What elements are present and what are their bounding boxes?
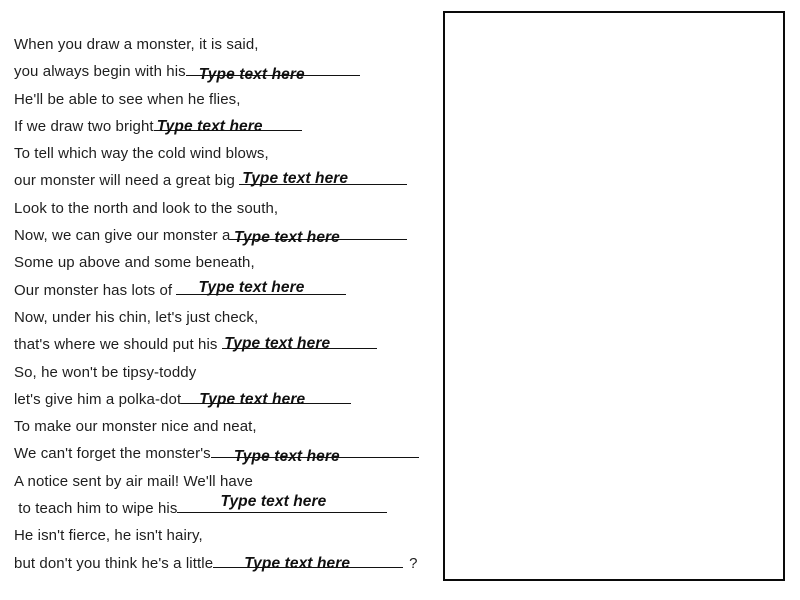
poem-line-text: our monster will need a great big	[14, 172, 240, 190]
poem-line	[14, 468, 419, 495]
poem-line	[14, 413, 419, 440]
poem-line	[14, 140, 419, 167]
poem-line	[14, 550, 419, 577]
poem-line-text: Now, under his chin, let's just check,	[14, 308, 259, 326]
poem-line-text: that's where we should put his	[14, 336, 222, 354]
poem-line	[14, 222, 419, 249]
poem-line	[14, 277, 419, 304]
poem-line-text: To make our monster nice and neat,	[14, 418, 257, 436]
fill-in-blank-field[interactable]	[222, 332, 377, 353]
fill-in-blank-field[interactable]	[177, 493, 387, 513]
poem-line-text: To tell which way the cold wind blows,	[14, 145, 269, 163]
poem-line	[14, 440, 419, 467]
poem-line-suffix: ?	[409, 554, 418, 572]
fill-in-blank-field[interactable]	[213, 551, 403, 572]
poem-line	[14, 359, 419, 386]
poem-line	[14, 58, 419, 85]
type-text-placeholder: Type text here	[198, 66, 305, 84]
poem-line-text: Look to the north and look to the south,	[14, 199, 279, 217]
fill-in-blank-field[interactable]	[211, 441, 419, 466]
type-text-placeholder: Type text here	[233, 448, 340, 466]
type-text-placeholder: Type text here	[242, 170, 349, 188]
poem-line-text: Our monster has lots of	[14, 281, 177, 299]
type-text-placeholder: Type text here	[199, 390, 306, 408]
poem-line-text: So, he won't be tipsy-toddy	[14, 363, 197, 381]
monster-drawing-area[interactable]	[443, 11, 785, 581]
poem-line-text: We can't forget the monster's	[14, 445, 211, 463]
poem-text-column	[14, 31, 419, 577]
poem-line	[14, 495, 419, 522]
type-text-placeholder: Type text here	[156, 117, 263, 135]
fill-in-blank-field[interactable]	[154, 114, 302, 135]
poem-line-text: to teach him to wipe his	[14, 500, 178, 518]
type-text-placeholder: Type text here	[220, 493, 327, 511]
fill-in-blank-field[interactable]	[181, 387, 351, 408]
fill-in-blank-field[interactable]	[230, 223, 407, 247]
poem-line-text: When you draw a monster, it is said,	[14, 36, 259, 53]
fill-in-blank-field[interactable]	[186, 59, 360, 84]
poem-line	[14, 386, 419, 413]
poem-line	[14, 249, 419, 276]
poem-line-text: you always begin with his	[14, 63, 186, 81]
fill-in-blank-field[interactable]	[176, 278, 346, 295]
type-text-placeholder: Type text here	[244, 554, 351, 572]
poem-line	[14, 304, 419, 331]
poem-line-text: If we draw two bright	[14, 117, 154, 135]
poem-line-text: He'll be able to see when he flies,	[14, 90, 241, 108]
poem-line-text: but don't you think he's a little	[14, 554, 214, 572]
type-text-placeholder: Type text here	[198, 278, 305, 296]
poem-line	[14, 86, 419, 113]
type-text-placeholder: Type text here	[233, 229, 340, 247]
poem-line-text: Now, we can give our monster a	[14, 227, 231, 245]
poem-line	[14, 113, 419, 140]
fill-in-blank-field[interactable]	[239, 168, 407, 188]
poem-line	[14, 195, 419, 222]
poem-line	[14, 31, 419, 58]
poem-line-text: A notice sent by air mail! We'll have	[14, 472, 253, 490]
poem-line	[14, 522, 419, 549]
poem-line-text: Some up above and some beneath,	[14, 254, 255, 272]
type-text-placeholder: Type text here	[224, 335, 331, 353]
poem-line-text: He isn't fierce, he isn't hairy,	[14, 527, 203, 545]
poem-line-text: let's give him a polka-dot	[14, 390, 182, 408]
poem-line	[14, 331, 419, 358]
poem-line	[14, 167, 419, 194]
